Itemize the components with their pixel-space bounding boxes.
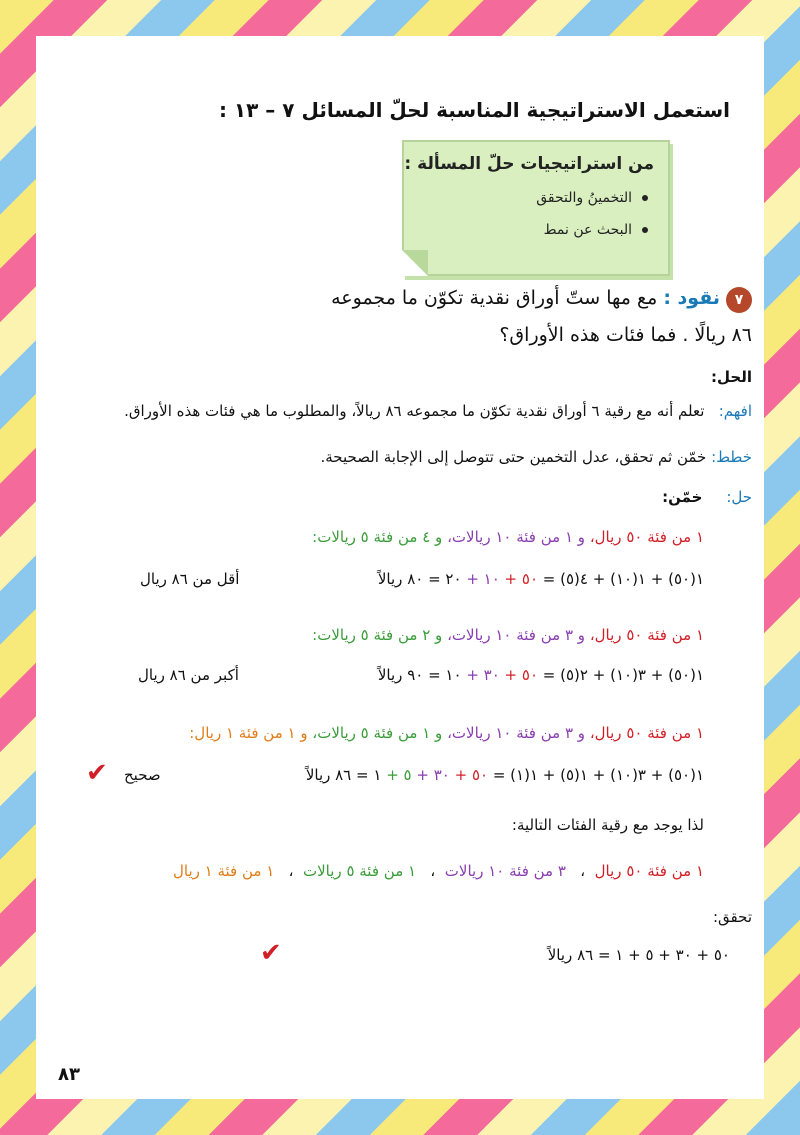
conclusion-text: لذا يوجد مع رقية الفئات التالية: [511, 816, 704, 834]
check-mark-icon: ✔ [86, 758, 108, 788]
bullet-icon [642, 195, 648, 201]
solve-row [662, 488, 752, 506]
plan-label: خطط: [711, 448, 752, 466]
exercise-instructions: استعمل الاستراتيجية المناسبة لحلّ المسائل ٧ – ١٣ : [218, 98, 730, 122]
question-line-1: نقود : مع مها ستّ أوراق نقدية تكوّن ما مجموعه [331, 287, 720, 309]
guess-2-description: ١ من فئة ٥٠ ريال، و ٣ من فئة ١٠ ريالات، و ٢ من فئة ٥ ريالات: [312, 626, 704, 644]
guess-3-description: ١ من فئة ٥٠ ريال، و ٣ من فئة ١٠ ريالات، و ١ من فئة ٥ ريالات، و ١ من فئة ١ ريال: [189, 724, 704, 742]
final-denominations: ١ من فئة ٥٠ ريال ، ٣ من فئة ١٠ ريالات ، ١ من فئة ٥ ريالات ، ١ من فئة ١ ريال [172, 862, 704, 880]
note-title: من استراتيجيات حلّ المسألة : [404, 154, 654, 174]
page-curl-icon [402, 250, 428, 276]
guess-2-equation: ١(٥٠) + ٣(١٠) + ٢(٥) = ٥٠ + ٣٠ + ١٠ = ٩٠ ريالاً [377, 666, 704, 684]
bullet-icon [642, 227, 648, 233]
question-line-2: ٨٦ ريالًا . فما فئات هذه الأوراق؟ [499, 324, 752, 346]
note-item-guess-check: التخمينُ والتحقق [536, 190, 648, 206]
solution-label: الحل: [711, 368, 752, 386]
understand-row [124, 402, 752, 420]
solve-label: حل: [726, 488, 752, 506]
understand-label: افهم: [718, 402, 752, 420]
check-equation: ٥٠ + ٣٠ + ٥ + ١ = ٨٦ ريالاً [547, 946, 730, 964]
page-number: ٨٣ [58, 1064, 80, 1085]
understand-text: تعلم أنه مع رقية ٦ أوراق نقدية تكوّن ما مجموعه ٨٦ ريالاً، والمطلوب ما هي فئات هذه الأوراق. [124, 402, 705, 420]
guess-2-result: أكبر من ٨٦ ريال [138, 666, 239, 684]
guess-label: خمّن: [662, 488, 703, 506]
note-item-find-pattern: البحث عن نمط [544, 222, 648, 238]
strategies-note [402, 140, 670, 276]
guess-3-equation: ١(٥٠) + ٣(١٠) + ١(٥) + ١(١) = ٥٠ + ٣٠ + ٥ + ١ = ٨٦ ريالاً [305, 766, 704, 784]
check-label: تحقق: [712, 908, 752, 926]
plan-row [321, 448, 753, 466]
guess-1-equation: ١(٥٠) + ١(١٠) + ٤(٥) = ٥٠ + ١٠ + ٢٠ = ٨٠ ريالاً [377, 570, 704, 588]
guess-3-result: صحيح [124, 766, 161, 784]
guess-1-description: ١ من فئة ٥٠ ريال، و ١ من فئة ١٠ ريالات، و ٤ من فئة ٥ ريالات: [312, 528, 704, 546]
page [36, 36, 764, 1099]
check-mark-icon: ✔ [260, 938, 282, 968]
plan-text: خمّن ثم تحقق، عدل التخمين حتى تتوصل إلى الإجابة الصحيحة. [320, 448, 707, 466]
guess-1-result: أقل من ٨٦ ريال [140, 570, 240, 588]
question-keyword: نقود : [663, 287, 720, 309]
question-number-badge: ٧ [726, 287, 752, 313]
